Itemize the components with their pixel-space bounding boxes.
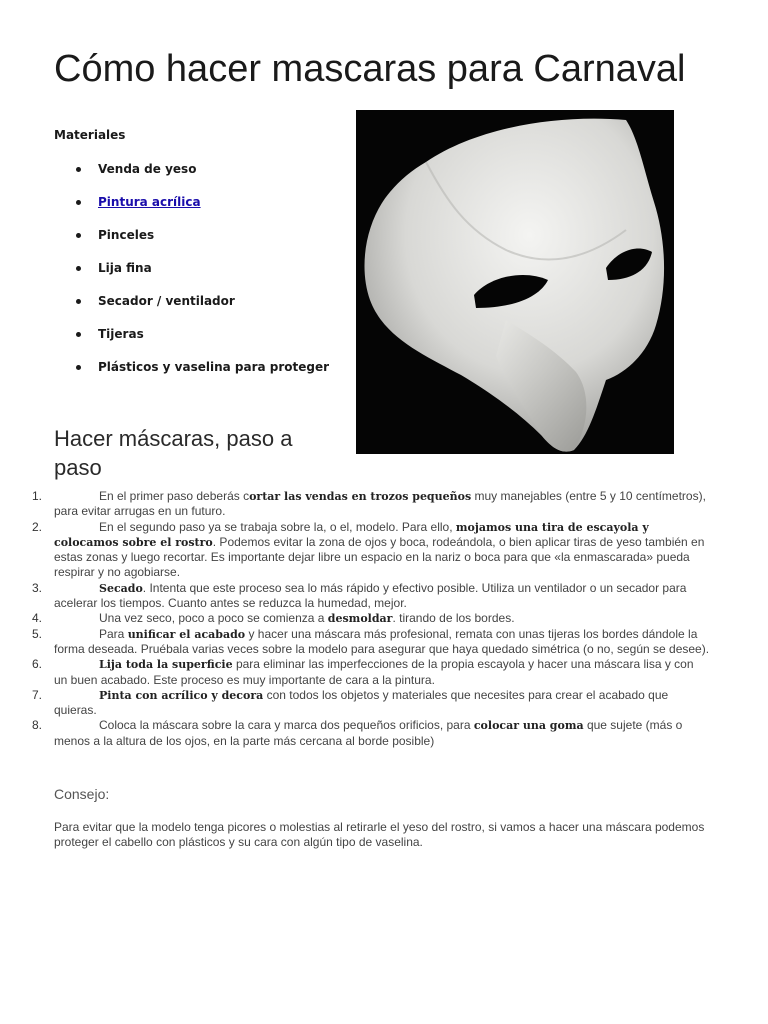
step-bold-text: desmoldar — [327, 612, 393, 626]
step-text: Para — [99, 626, 128, 641]
step-number: 7. — [31, 687, 42, 702]
bullet-icon — [76, 167, 81, 172]
step-number: 5. — [31, 626, 42, 641]
step-number: 6. — [31, 657, 42, 672]
step-number: 8. — [31, 718, 42, 733]
step-item — [31, 626, 710, 658]
step-text: muy manejables (entre 5 y 10 centímetros), para evitar arrugas en un futuro. — [54, 489, 706, 519]
step-text: . Podemos evitar la zona de ojos y boca, rodeándola, o bien aplicar tiras de yeso también en estas zonas y luego recortar. Es importante dejar libre un espacio en la nariz o boca para que «la enmascarada» pueda respirar y no agobiarse. — [54, 534, 705, 580]
step-item — [31, 611, 710, 626]
materials-item-label: Secador / ventilador — [98, 294, 235, 308]
materials-item — [76, 292, 329, 325]
step-text: y hacer una máscara más profesional, remata con unas tijeras los bordes dándole la forma deseada. Pruébala varias veces sobre la modelo para asegurar que haya quedado simétrica (o no, según se desee). — [54, 626, 710, 656]
bullet-icon — [76, 332, 81, 337]
step-number: 3. — [31, 580, 42, 595]
materials-list — [76, 160, 329, 391]
step-item — [31, 687, 710, 719]
step-text: . Intenta que este proceso sea lo más rápido y efectivo posible. Utiliza un ventilador o un secador para acelerar los tiempos. Cuanto antes se reduzca la humedad, mejor. — [54, 580, 687, 611]
bullet-icon — [76, 299, 81, 304]
materials-item — [76, 226, 329, 259]
step-bold-text: Lija toda la superficie — [99, 658, 233, 672]
bullet-icon — [76, 365, 81, 370]
step-item — [31, 657, 710, 688]
step-bold-text: mojamos una tira de escayola y colocamos sobre el rostro — [54, 520, 649, 549]
step-bold-text: unificar el acabado — [127, 627, 246, 641]
step-bold-text: ortar las vendas en trozos pequeños — [249, 490, 472, 503]
tip-text: Para evitar que la modelo tenga picores o molestias al retirarle el yeso del rostro, si vamos a hacer una máscara podemos proteger el cabello con plásticos y su cara con algún tipo de vaselina. — [54, 820, 705, 850]
mask-image — [356, 110, 674, 454]
tip-title: Consejo: — [54, 786, 110, 802]
step-text: con todos los objetos y materiales que necesites para crear el acabado que quieras. — [54, 687, 669, 718]
bullet-icon — [76, 200, 81, 205]
steps-heading: Hacer máscaras, paso a paso — [54, 426, 293, 480]
step-bold-text: Pinta con acrílico y decora — [99, 688, 264, 702]
materials-item — [76, 325, 329, 358]
step-text: para eliminar las imperfecciones de la propia escayola y hacer una máscara lisa y con un buen acabado. Este proceso es muy importante de cara a la pintura. — [54, 657, 694, 687]
materials-heading: Materiales — [54, 128, 126, 142]
materials-item-label: Pinceles — [98, 228, 155, 242]
steps-list — [31, 489, 710, 749]
step-number: 2. — [31, 519, 42, 534]
step-text: . tirando de los bordes. — [392, 611, 515, 626]
mask-illustration — [356, 110, 674, 454]
step-text: En el segundo paso ya se trabaja sobre la, o el, modelo. Para ello, — [99, 519, 456, 534]
materials-item-label: Tijeras — [98, 327, 144, 341]
materials-item — [76, 259, 329, 292]
step-number: 4. — [31, 611, 42, 626]
step-item — [31, 718, 710, 749]
step-item — [31, 519, 710, 581]
step-bold-text: colocar una goma — [473, 719, 584, 733]
materials-item-label: Plásticos y vaselina para proteger — [98, 360, 330, 374]
step-number: 1. — [31, 489, 42, 503]
step-text: Coloca la máscara sobre la cara y marca dos pequeños orificios, para — [99, 718, 474, 733]
step-item — [31, 489, 710, 520]
materials-item-label: Lija fina — [98, 261, 152, 275]
bullet-icon — [76, 233, 81, 238]
step-item — [31, 580, 710, 612]
bullet-icon — [76, 266, 81, 271]
materials-item[interactable] — [76, 193, 329, 226]
page-title: Cómo hacer mascaras para Carnaval — [54, 48, 686, 90]
materials-item — [76, 160, 329, 193]
step-bold-text: Secado — [99, 581, 143, 595]
step-text: Una vez seco, poco a poco se comienza a — [99, 611, 328, 626]
materials-item-link[interactable]: Pintura acrílica — [98, 195, 201, 209]
materials-item — [76, 358, 329, 391]
step-text: que sujete (más o menos a la altura de los ojos, en la parte más cercana al borde posible) — [54, 718, 683, 748]
step-text: En el primer paso deberás c — [99, 489, 250, 503]
materials-item-label: Venda de yeso — [98, 162, 197, 176]
